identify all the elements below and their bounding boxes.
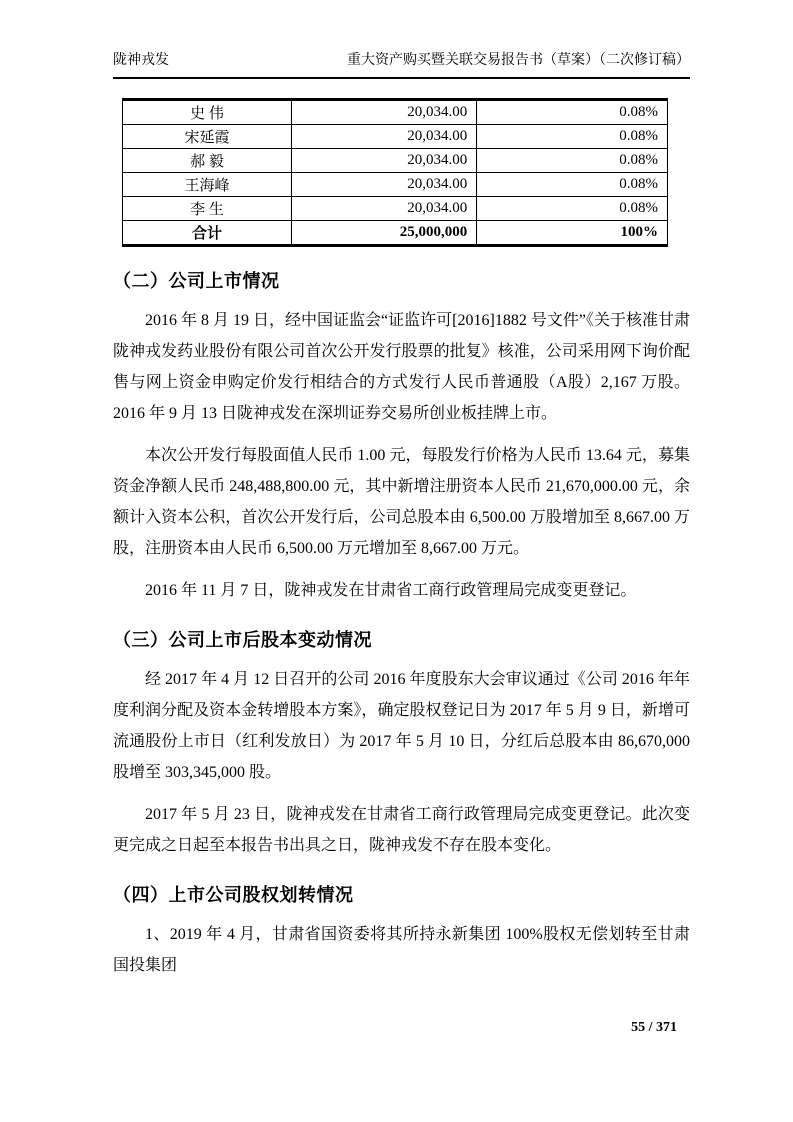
total-label: 合计: [123, 221, 292, 246]
table-row: [123, 173, 668, 197]
paragraph: 经 2017 年 4 月 12 日召开的公司 2016 年度股东大会审议通过《公司 2016 年年度利润分配及资本金转增股本方案》，确定股权登记日为 2017 年 5 月 9 日，新增可流通股份上市日（红利发放日）为 2017 年 5 月 10 日，分红后总股本由 86,670,000 股增至 303,345,000 股。: [113, 671, 690, 781]
total-percent: 100%: [477, 221, 668, 246]
share-percent: 0.08%: [477, 149, 668, 173]
shareholder-table: [122, 98, 668, 247]
section-heading-2: （二）公司上市情况: [113, 271, 280, 291]
share-percent: 0.08%: [477, 173, 668, 197]
table-row: [123, 100, 668, 125]
shareholder-name: 史 伟: [123, 100, 292, 125]
paragraph: 1、2019 年 4 月，甘肃省国资委将其所持永新集团 100%股权无偿划转至甘肃国投集团: [113, 926, 690, 974]
shareholder-name: 李 生: [123, 197, 292, 221]
total-amount: 25,000,000: [291, 221, 476, 246]
paragraph: 2017 年 5 月 23 日，陇神戎发在甘肃省工商行政管理局完成变更登记。此次变更完成之日起至本报告书出具之日，陇神戎发不存在股本变化。: [113, 806, 690, 854]
table-row: [123, 197, 668, 221]
paragraph: 本次公开发行每股面值人民币 1.00 元，每股发行价格为人民币 13.64 元，募集资金净额人民币 248,488,800.00 元，其中新增注册资本人民币 21,670,000.00 元，余额计入资本公积，首次公开发行后，公司总股本由 6,500.00 万股增加至 8,667.00 万股，注册资本由人民币 6,500.00 万元增加至 8,667.00 万元。: [113, 447, 690, 557]
document-header: [113, 52, 690, 79]
share-amount: 20,034.00: [291, 125, 476, 149]
share-amount: 20,034.00: [291, 173, 476, 197]
table-total-row: [123, 221, 668, 246]
section-heading-4: （四）上市公司股权划转情况: [113, 885, 354, 905]
paragraph: 2016 年 8 月 19 日，经中国证监会“证监许可[2016]1882 号文件”《关于核准甘肃陇神戎发药业股份有限公司首次公开发行股票的批复》核准，公司采用网下询价配售与网上资金申购定价发行相结合的方式发行人民币普通股（A股）2,167 万股。2016 年 9 月 13 日陇神戎发在深圳证券交易所创业板挂牌上市。: [113, 312, 690, 422]
section-heading-3: （三）公司上市后股本变动情况: [113, 630, 372, 650]
share-percent: 0.08%: [477, 125, 668, 149]
share-amount: 20,034.00: [291, 149, 476, 173]
paragraph: 2016 年 11 月 7 日，陇神戎发在甘肃省工商行政管理局完成变更登记。: [145, 582, 637, 599]
share-amount: 20,034.00: [291, 100, 476, 125]
share-amount: 20,034.00: [291, 197, 476, 221]
header-company-name: 陇神戎发: [113, 53, 169, 68]
shareholder-name: 郝 毅: [123, 149, 292, 173]
shareholder-name: 宋延霞: [123, 125, 292, 149]
header-report-title: 重大资产购买暨关联交易报告书（草案）（二次修订稿）: [347, 53, 690, 68]
share-percent: 0.08%: [477, 100, 668, 125]
table-row: [123, 149, 668, 173]
page-number: 55 / 371: [631, 1020, 677, 1035]
table-row: [123, 125, 668, 149]
shareholder-name: 王海峰: [123, 173, 292, 197]
share-percent: 0.08%: [477, 197, 668, 221]
